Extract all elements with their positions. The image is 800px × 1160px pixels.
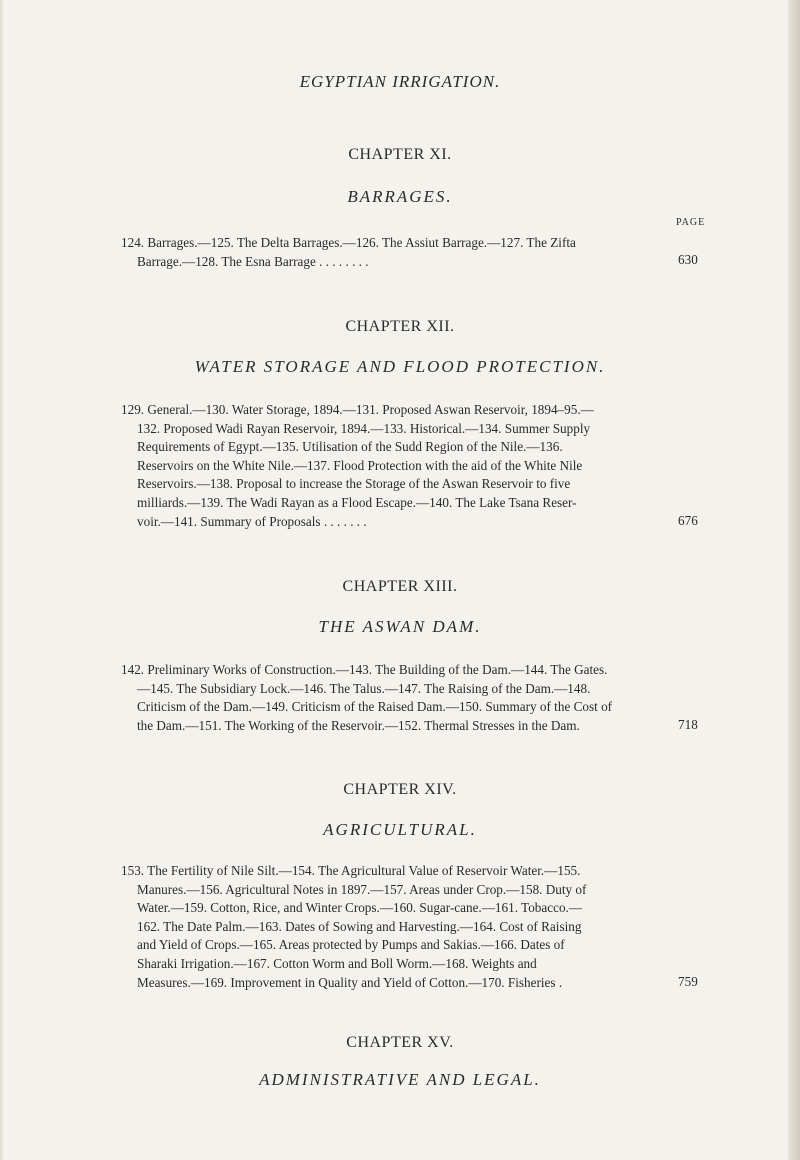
contents-line: Barrage.—128. The Esna Barrage . . . . . . . . [137,253,369,269]
chapter-subtitle: THE ASWAN DAM. [318,617,482,636]
chapter-contents [121,661,692,735]
page-number: 630 [678,252,698,267]
chapter-subtitle: BARRAGES. [347,187,453,206]
page-number: 759 [678,974,698,989]
contents-line: Criticism of the Dam.—149. Criticism of the Raised Dam.—150. Summary of the Cost of [137,699,613,715]
contents-line: 153. The Fertility of Nile Silt.—154. The Agricultural Value of Reservoir Water.—155. [121,863,581,878]
contents-line: and Yield of Crops.—165. Areas protected by Pumps and Sakias.—166. Dates of [137,937,565,953]
chapter-title: CHAPTER XIV. [343,781,457,798]
contents-line: 132. Proposed Wadi Rayan Reservoir, 1894.—133. Historical.—134. Summer Supply [137,420,591,436]
chapter-subtitle: ADMINISTRATIVE AND LEGAL. [259,1070,541,1089]
chapter-title: CHAPTER XI. [348,146,452,163]
contents-line: Measures.—169. Improvement in Quality and Yield of Cotton.—170. Fisheries . [137,974,563,990]
contents-line: the Dam.—151. The Working of the Reservoir.—152. Thermal Stresses in the Dam. [137,717,580,733]
contents-line: Reservoirs.—138. Proposal to increase the Storage of the Aswan Reservoir to five [137,476,571,492]
contents-line: Water.—159. Cotton, Rice, and Winter Crops.—160. Sugar-cane.—161. Tobacco.— [137,900,583,916]
chapter-contents [121,862,692,992]
contents-line: 162. The Date Palm.—163. Dates of Sowing and Harvesting.—164. Cost of Raising [137,918,582,934]
running-head: EGYPTIAN IRRIGATION. [299,72,501,91]
contents-line: Manures.—156. Agricultural Notes in 1897.—157. Areas under Crop.—158. Duty of [137,881,587,897]
chapter-title: CHAPTER XII. [345,318,455,335]
chapter-contents [121,234,692,271]
contents-line: —145. The Subsidiary Lock.—146. The Talus.—147. The Raising of the Dam.—148. [137,680,591,696]
chapter-contents [121,401,692,531]
contents-line: 124. Barrages.—125. The Delta Barrages.—126. The Assiut Barrage.—127. The Zifta [121,235,576,250]
chapter-title: CHAPTER XIII. [342,578,458,595]
contents-line: Reservoirs on the White Nile.—137. Flood Protection with the aid of the White Nile [137,457,583,473]
contents-line: milliards.—139. The Wadi Rayan as a Flood Escape.—140. The Lake Tsana Reser- [137,494,577,510]
contents-line: voir.—141. Summary of Proposals . . . . . . . [137,513,367,529]
chapter-subtitle: AGRICULTURAL. [323,820,477,839]
chapter-subtitle: WATER STORAGE AND FLOOD PROTECTION. [194,357,606,376]
contents-line: Sharaki Irrigation.—167. Cotton Worm and Boll Worm.—168. Weights and [137,955,537,971]
page-number: 718 [678,717,698,732]
contents-line: 129. General.—130. Water Storage, 1894.—131. Proposed Aswan Reservoir, 1894–95.— [121,402,594,417]
page-number: 676 [678,513,698,528]
contents-line: 142. Preliminary Works of Construction.—143. The Building of the Dam.—144. The Gates. [121,662,608,677]
chapter-title: CHAPTER XV. [346,1034,454,1051]
contents-line: Requirements of Egypt.—135. Utilisation of the Sudd Region of the Nile.—136. [137,439,563,455]
page-column-label: PAGE [676,217,706,228]
